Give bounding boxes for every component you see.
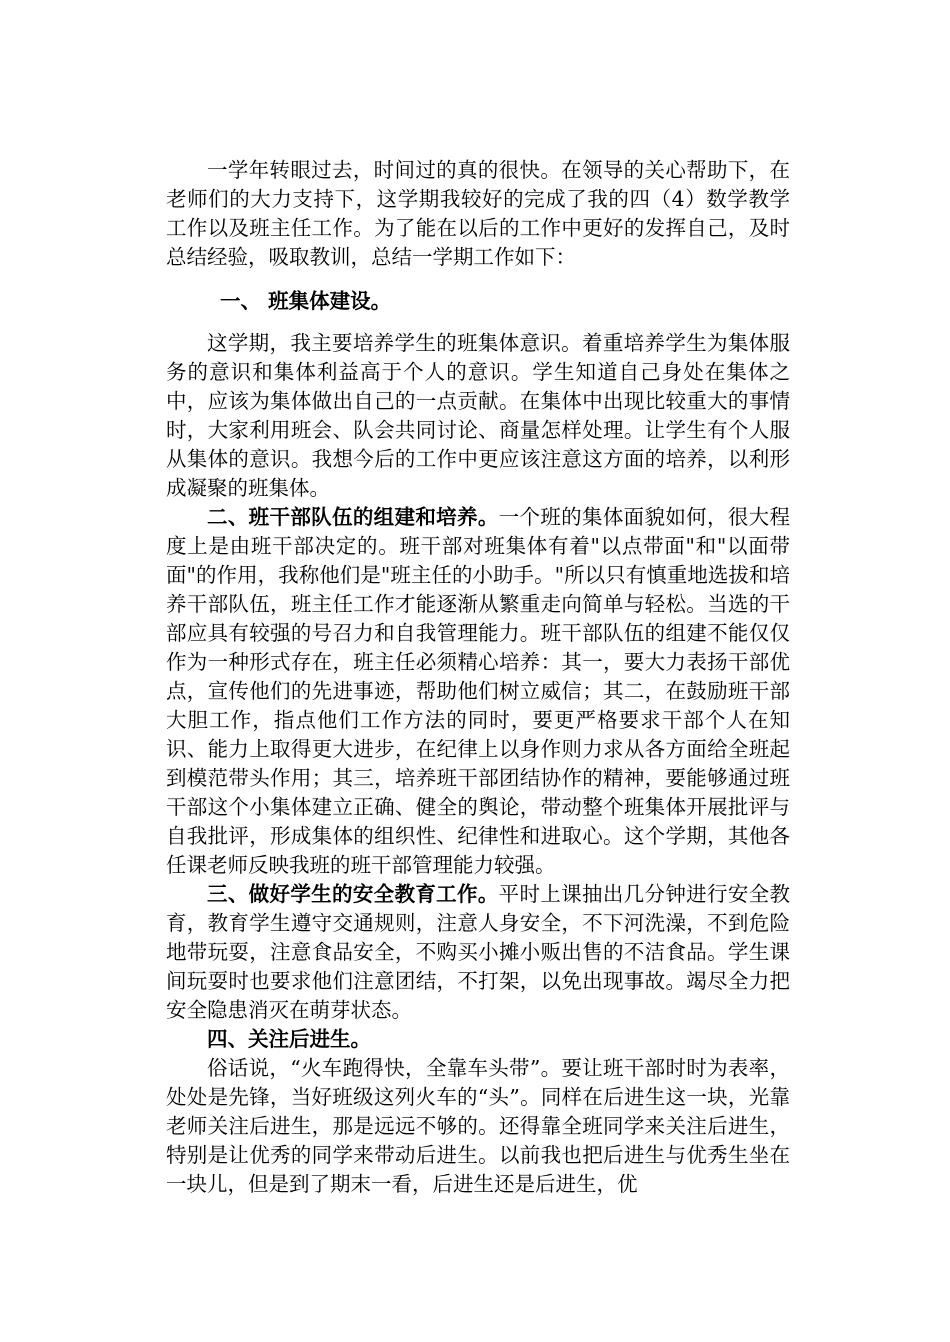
section-2-heading: 二、班干部队伍的组建和培养。 [207, 505, 499, 529]
intro-paragraph: 一学年转眼过去，时间过的真的很快。在领导的关心帮助下，在老师们的大力支持下，这学期我较好的完成了我的四（4）数学教学工作以及班主任工作。为了能在以后的工作中更好的发挥自己，及时总结经验，吸取教训，总结一学期工作如下： [166, 158, 790, 269]
section-4-paragraph: 俗话说，“火车跑得快，全靠车头带”。要让班干部时时为表率，处处是先锋，当好班级这列火车的“头”。同样在后进生这一块，光靠老师关注后进生，那是远远不够的。还得靠全班同学来关注后进生，特别是让优秀的同学来带动后进生。以前我也把后进生与优秀生坐在一块儿，但是到了期末一看，后进生还是后进生，优 [166, 1056, 790, 1196]
section-1-paragraph: 这学期，我主要培养学生的班集体意识。着重培养学生为集体服务的意识和集体利益高于个人的意识。学生知道自己身处在集体之中，应该为集体做出自己的一点贡献。在集体中出现比较重大的事情时，大家利用班会、队会共同讨论、商量怎样处理。让学生有个人服从集体的意识。我想今后的工作中更应该注意这方面的培养，以利形成凝聚的班集体。 [166, 331, 790, 500]
document-page [166, 156, 790, 1199]
section-3-heading: 三、做好学生的安全教育工作。 [207, 882, 499, 906]
section-2-body: 一个班的集体面貌如何，很大程度上是由班干部决定的。班干部对班集体有着"以点带面"和"以面带面"的作用，我称他们是"班主任的小助手。"所以只有慎重地选拔和培养干部队伍，班主任工作才能逐渐从繁重走向简单与轻松。当选的干部应具有较强的号召力和自我管理能力。班干部队伍的组建不能仅仅作为一种形式存在，班主任必须精心培养：其一，要大力表扬干部优点，宣传他们的先进事迹，帮助他们树立威信；其二，在鼓励班干部大胆工作，指点他们工作方法的同时，要更严格要求干部个人在知识、能力上取得更大进步，在纪律上以身作则力求从各方面给全班起到模范带头作用；其三，培养班干部团结协作的精神，要能够通过班干部这个小集体建立正确、健全的舆论，带动整个班集体开展批评与自我批评，形成集体的组织性、纪律性和进取心。这个学期，其他各任课老师反映我班的班干部管理能力较强。 [166, 505, 791, 877]
section-1-title: 一、 班集体建设。 [220, 289, 392, 313]
section-3-paragraph [166, 880, 790, 1025]
section-2-paragraph [166, 503, 790, 880]
section-4-heading-line [166, 1025, 790, 1054]
section-3-body: 平时上课抽出几分钟进行安全教育，教育学生遵守交通规则，注意人身安全，不下河洗澡，不到危险地带玩耍，注意食品安全，不购买小摊小贩出售的不洁食品。学生课间玩耍时也要求他们注意团结，不打架，以免出现事故。竭尽全力把安全隐患消灭在萌芽状态。 [166, 882, 791, 1022]
section-4-heading: 四、关注后进生。 [207, 1027, 371, 1051]
